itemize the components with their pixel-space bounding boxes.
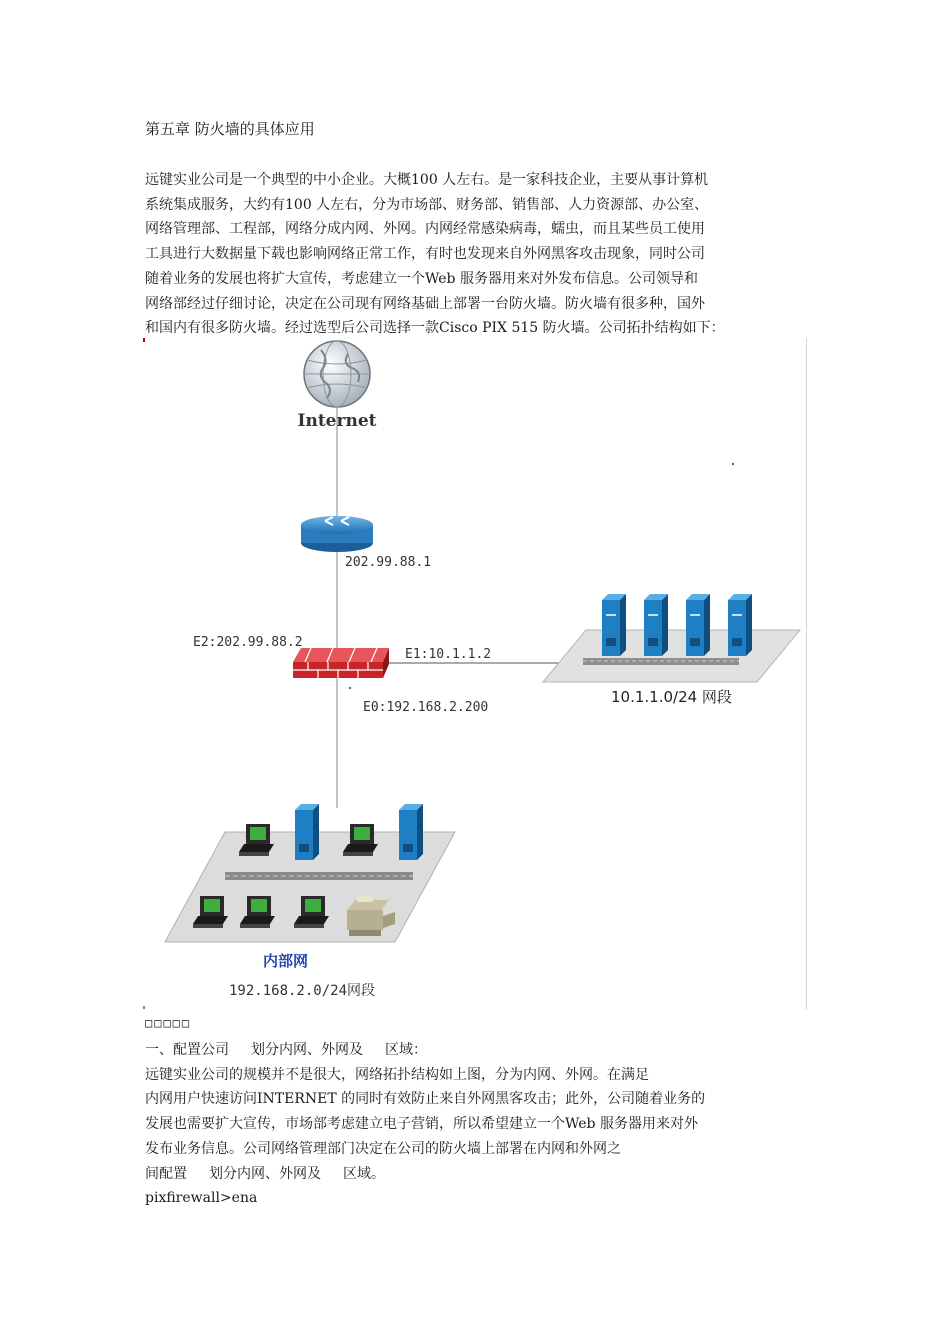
firewall-icon: [293, 648, 389, 678]
intro-line: 和国内有很多防火墙。经过选型后公司选择一款Cisco PIX 515 防火墙。公司拓扑结构如下：: [145, 320, 725, 337]
intro-line: 网络部经过仔细讨论，决定在公司现有网络基础上部署一台防火墙。防火墙有很多种，国外: [145, 295, 705, 312]
dmz-network-segment: [543, 630, 800, 682]
firewall-e1-label: E1:10.1.1.2: [405, 647, 492, 662]
command-line: pixfirewall>ena: [145, 1190, 258, 1207]
intro-paragraph: [145, 168, 755, 341]
router-ip-label: 202.99.88.1: [345, 555, 432, 570]
internet-globe-icon: [304, 341, 370, 407]
server-icon: [644, 594, 668, 656]
server-icon: [728, 594, 752, 656]
server-icon: [295, 804, 319, 860]
intro-line: 网络管理部、工程部，网络分成内网、外网。内网经常感染病毒，蠕虫，而且某些员工使用: [145, 221, 705, 238]
firewall-e2-label: E2:202.99.88.2: [193, 635, 303, 650]
lan-segment-label: 192.168.2.0/24网段: [229, 983, 376, 999]
intro-line: 远键实业公司是一个典型的中小企业。大概100 人左右。是一家科技企业，主要从事计算机: [145, 172, 709, 188]
intro-line: 系统集成服务，大约有100 人左右，分为市场部、财务部、销售部、人力资源部、办公室、: [145, 196, 709, 213]
intro-line: 随着业务的发展也将扩大宣传，考虑建立一个Web 服务器用来对外发布信息。公司领导和: [145, 270, 698, 287]
firewall-e0-label: E0:192.168.2.200: [363, 700, 489, 715]
dmz-segment-label: 10.1.1.0/24 网段: [611, 688, 732, 706]
lan-title-label: 内部网: [263, 952, 309, 970]
server-icon: [602, 594, 626, 656]
internet-label: Internet: [297, 411, 377, 431]
router-icon: [301, 516, 373, 552]
page-title: 第五章 防火墙的具体应用: [145, 120, 315, 138]
section-line: 发展也需要扩大宣传，市场部考虑建立电子营销，所以希望建立一个Web 服务器用来对外: [145, 1116, 698, 1133]
section-line: 内网用户快速访问INTERNET 的同时有效防止来自外网黑客攻击；此外，公司随着业务的: [145, 1091, 706, 1108]
network-topology-diagram: [143, 338, 809, 1010]
section-line: 发布业务信息。公司网络管理部门决定在公司的防火墙上部署在内网和外网之: [145, 1140, 621, 1157]
garbled-text: □□□□□: [145, 1016, 192, 1030]
section-heading: 一、配置公司 划分内网、外网及 区域：: [145, 1042, 427, 1058]
section-1: [145, 1038, 755, 1211]
server-icon: [399, 804, 423, 860]
intro-line: 工具进行大数据量下载也影响网络正常工作，有时也发现来自外网黑客攻击现象，同时公司: [145, 246, 705, 263]
section-line-end: 间配置 划分内网、外网及 区域。: [145, 1165, 385, 1182]
section-line: 远键实业公司的规模并不是很大，网络拓扑结构如上图，分为内网、外网。在满足: [145, 1066, 649, 1083]
server-icon: [686, 594, 710, 656]
